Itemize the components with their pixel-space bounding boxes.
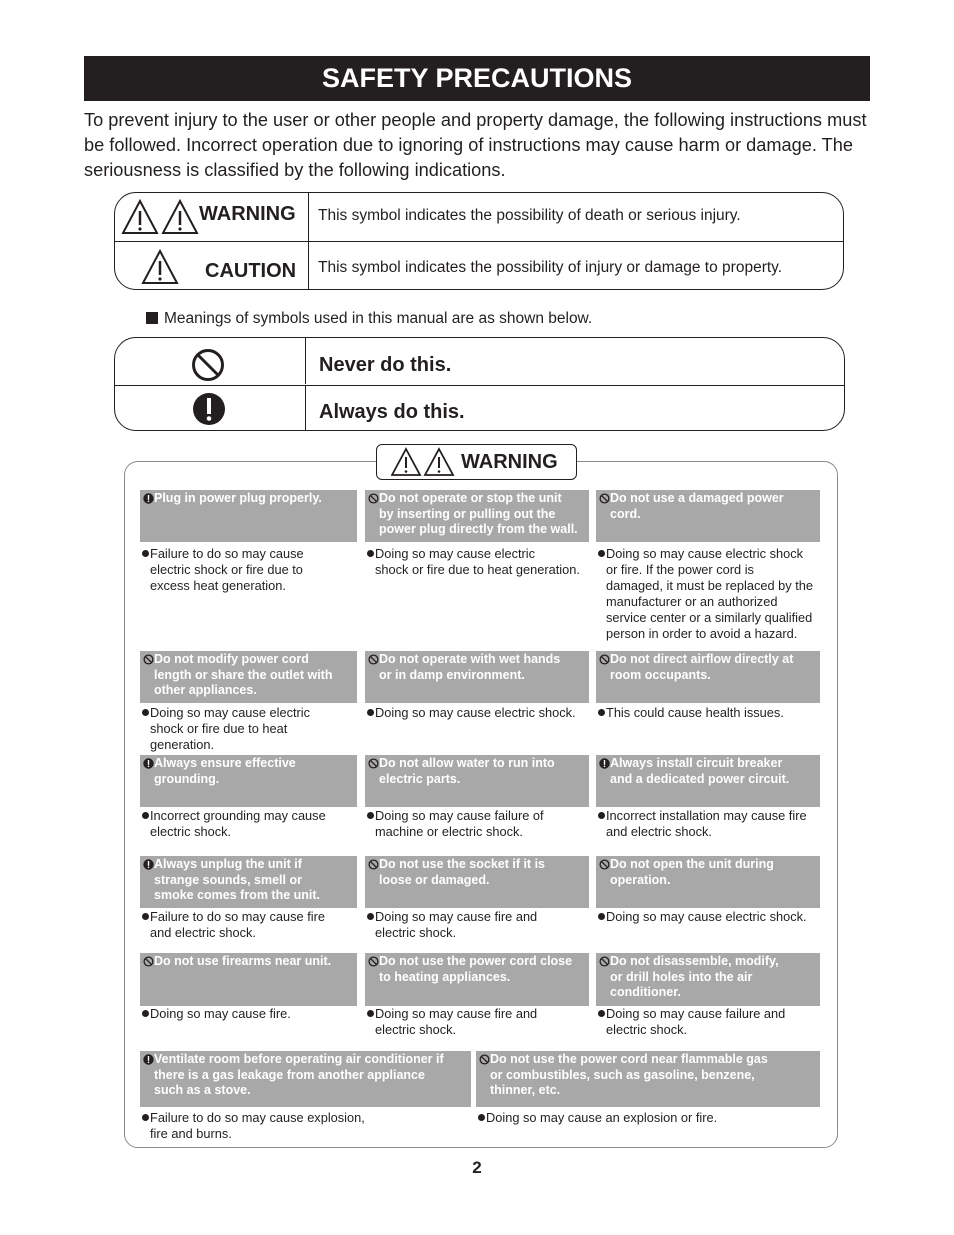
bullet-icon	[142, 550, 149, 557]
item-body	[367, 909, 595, 941]
item-heading-text: Always unplug the unit if strange sounds, smell or smoke comes from the unit.	[154, 857, 321, 902]
caution-triangle-icon	[141, 249, 181, 285]
item-heading-text: Do not use the power cord close to heating appliances.	[379, 954, 573, 984]
mandatory-icon	[599, 758, 610, 769]
item-heading	[365, 953, 589, 1006]
never-row	[115, 338, 844, 384]
item-heading-text: Do not use a damaged power cord.	[610, 491, 784, 521]
item-body-text: Doing so may cause an explosion or fire.	[486, 1110, 718, 1125]
item-heading	[140, 1051, 471, 1107]
prohibited-icon	[368, 493, 379, 504]
warning-label: WARNING	[199, 203, 296, 225]
item-heading	[140, 651, 357, 703]
item-body-text: Doing so may cause electric shock.	[606, 909, 807, 924]
item-heading-text: Do not use the power cord near flammable gas or combustibles, such as gasoline, benzene, thinner, etc.	[490, 1052, 768, 1097]
item-body-text: Doing so may cause fire.	[150, 1006, 291, 1021]
item-heading	[365, 755, 589, 807]
item-body	[142, 705, 363, 753]
mandatory-icon	[143, 493, 154, 504]
item-body-text: Doing so may cause electric shock.	[375, 705, 576, 720]
item-body-text: Doing so may cause electric shock or fire. If the power cord is damaged, it must be replaced by the manufacturer or an authorized service center or a similarly qualified person in order to avoid a hazard.	[606, 546, 814, 641]
item-heading-text: Do not use the socket if it is loose or damaged.	[379, 857, 545, 887]
item-heading-text: Plug in power plug properly.	[154, 491, 322, 505]
item-heading	[476, 1051, 820, 1107]
symbol-meanings-table	[114, 337, 845, 431]
mandatory-icon	[192, 392, 226, 426]
square-bullet-icon	[146, 312, 158, 324]
bullet-icon	[367, 913, 374, 920]
item-body-text: Doing so may cause fire and electric shock.	[375, 909, 538, 940]
bullet-icon	[142, 1010, 149, 1017]
prohibited-icon	[143, 654, 154, 665]
item-body	[598, 808, 826, 840]
intro-paragraph: To prevent injury to the user or other people and property damage, the following instructions must be followed. Incorrect operation due to ignoring of instructions may cause harm or damage. The seriousness is classified by the following indications.	[84, 110, 867, 180]
item-body-text: This could cause health issues.	[606, 705, 784, 720]
item-body	[142, 1006, 363, 1022]
item-heading	[140, 490, 357, 542]
item-body	[142, 909, 363, 941]
item-heading	[596, 755, 820, 807]
prohibited-icon	[599, 956, 610, 967]
bullet-icon	[367, 812, 374, 819]
item-body-text: Doing so may cause electric shock or fire due to heat generation.	[375, 546, 580, 577]
never-symbol-cell	[115, 338, 306, 384]
item-heading	[596, 953, 820, 1006]
indications-table	[114, 192, 844, 290]
caution-label: CAUTION	[205, 260, 297, 282]
item-body	[367, 1006, 595, 1038]
meanings-note-text: Meanings of symbols used in this manual are as shown below.	[164, 310, 593, 327]
prohibited-icon	[599, 859, 610, 870]
item-heading	[140, 755, 357, 807]
prohibited-icon	[368, 859, 379, 870]
item-heading-text: Do not operate with wet hands or in damp environment.	[379, 652, 561, 682]
item-heading	[140, 953, 357, 1006]
item-heading-text: Do not use firearms near unit.	[154, 954, 332, 968]
item-heading	[365, 651, 589, 703]
item-heading-text: Do not disassemble, modify, or drill holes into the air conditioner.	[610, 954, 779, 999]
never-text: Never do this.	[319, 354, 452, 376]
item-body	[142, 1110, 477, 1142]
item-body-text: Failure to do so may cause fire and electric shock.	[150, 909, 325, 940]
prohibited-icon	[599, 654, 610, 665]
item-body-text: Incorrect installation may cause fire and electric shock.	[606, 808, 807, 839]
item-body-text: Doing so may cause failure of machine or electric shock.	[375, 808, 544, 839]
item-body-text: Doing so may cause fire and electric shock.	[375, 1006, 538, 1037]
item-body	[598, 705, 826, 721]
always-symbol-cell	[115, 386, 306, 431]
caution-symbol-cell	[115, 242, 309, 290]
prohibited-icon	[599, 493, 610, 504]
item-heading	[596, 856, 820, 908]
bullet-icon	[367, 709, 374, 716]
page-title: SAFETY PRECAUTIONS	[84, 56, 870, 101]
prohibited-icon	[368, 956, 379, 967]
bullet-icon	[478, 1114, 485, 1121]
item-heading-text: Always ensure effective grounding.	[154, 756, 296, 786]
item-heading-text: Always install circuit breaker and a dedicated power circuit.	[610, 756, 790, 786]
prohibited-icon	[479, 1054, 490, 1065]
item-body	[598, 1006, 826, 1038]
item-body-text: Failure to do so may cause electric shock or fire due to excess heat generation.	[150, 546, 304, 593]
warning-description: This symbol indicates the possibility of death or serious injury.	[318, 207, 741, 224]
bullet-icon	[598, 1010, 605, 1017]
mandatory-icon	[143, 758, 154, 769]
always-text: Always do this.	[319, 401, 465, 423]
item-body	[142, 546, 363, 594]
warning-triangle-icon	[121, 199, 201, 235]
item-body-text: Failure to do so may cause explosion, fire and burns.	[150, 1110, 365, 1141]
bullet-icon	[598, 550, 605, 557]
item-heading-text: Do not operate or stop the unit by inserting or pulling out the power plug directly from the wall.	[379, 491, 578, 536]
item-body	[142, 808, 363, 840]
item-heading-text: Ventilate room before operating air conditioner if there is a gas leakage from another appliance such as a stove.	[154, 1052, 444, 1097]
item-body	[598, 546, 826, 642]
item-heading	[596, 651, 820, 703]
caution-description: This symbol indicates the possibility of injury or damage to property.	[318, 259, 783, 276]
warning-triangle-icon	[391, 447, 457, 477]
item-body	[367, 808, 595, 840]
prohibited-icon	[368, 654, 379, 665]
bullet-icon	[142, 812, 149, 819]
item-heading	[365, 856, 589, 908]
warning-section-label: WARNING	[461, 451, 558, 473]
caution-indication-row	[115, 241, 843, 290]
item-heading	[365, 490, 589, 542]
mandatory-icon	[143, 1054, 154, 1065]
item-body-text: Doing so may cause failure and electric shock.	[606, 1006, 786, 1037]
item-body	[598, 909, 826, 925]
item-heading-text: Do not modify power cord length or share the outlet with other appliances.	[154, 652, 333, 697]
bullet-icon	[142, 913, 149, 920]
bullet-icon	[367, 550, 374, 557]
bullet-icon	[598, 913, 605, 920]
item-heading-text: Do not direct airflow directly at room occupants.	[610, 652, 794, 682]
bullet-icon	[598, 812, 605, 819]
item-body-text: Doing so may cause electric shock or fire due to heat generation.	[150, 705, 311, 752]
meanings-note	[146, 310, 592, 328]
mandatory-icon	[143, 859, 154, 870]
warning-indication-row	[115, 193, 843, 241]
item-body	[367, 546, 595, 578]
warning-section-tag	[376, 444, 577, 480]
bullet-icon	[367, 1010, 374, 1017]
prohibited-icon	[143, 956, 154, 967]
prohibited-icon	[191, 348, 225, 382]
always-row	[115, 385, 844, 431]
item-heading-text: Do not allow water to run into electric parts.	[379, 756, 555, 786]
bullet-icon	[142, 1114, 149, 1121]
page-number: 2	[472, 1158, 482, 1177]
item-body	[367, 705, 595, 721]
item-body	[478, 1110, 826, 1126]
warning-symbol-cell	[115, 193, 309, 241]
item-heading	[596, 490, 820, 542]
item-heading	[140, 856, 357, 908]
item-heading-text: Do not open the unit during operation.	[610, 857, 774, 887]
bullet-icon	[598, 709, 605, 716]
item-body-text: Incorrect grounding may cause electric shock.	[150, 808, 326, 839]
prohibited-icon	[368, 758, 379, 769]
bullet-icon	[142, 709, 149, 716]
